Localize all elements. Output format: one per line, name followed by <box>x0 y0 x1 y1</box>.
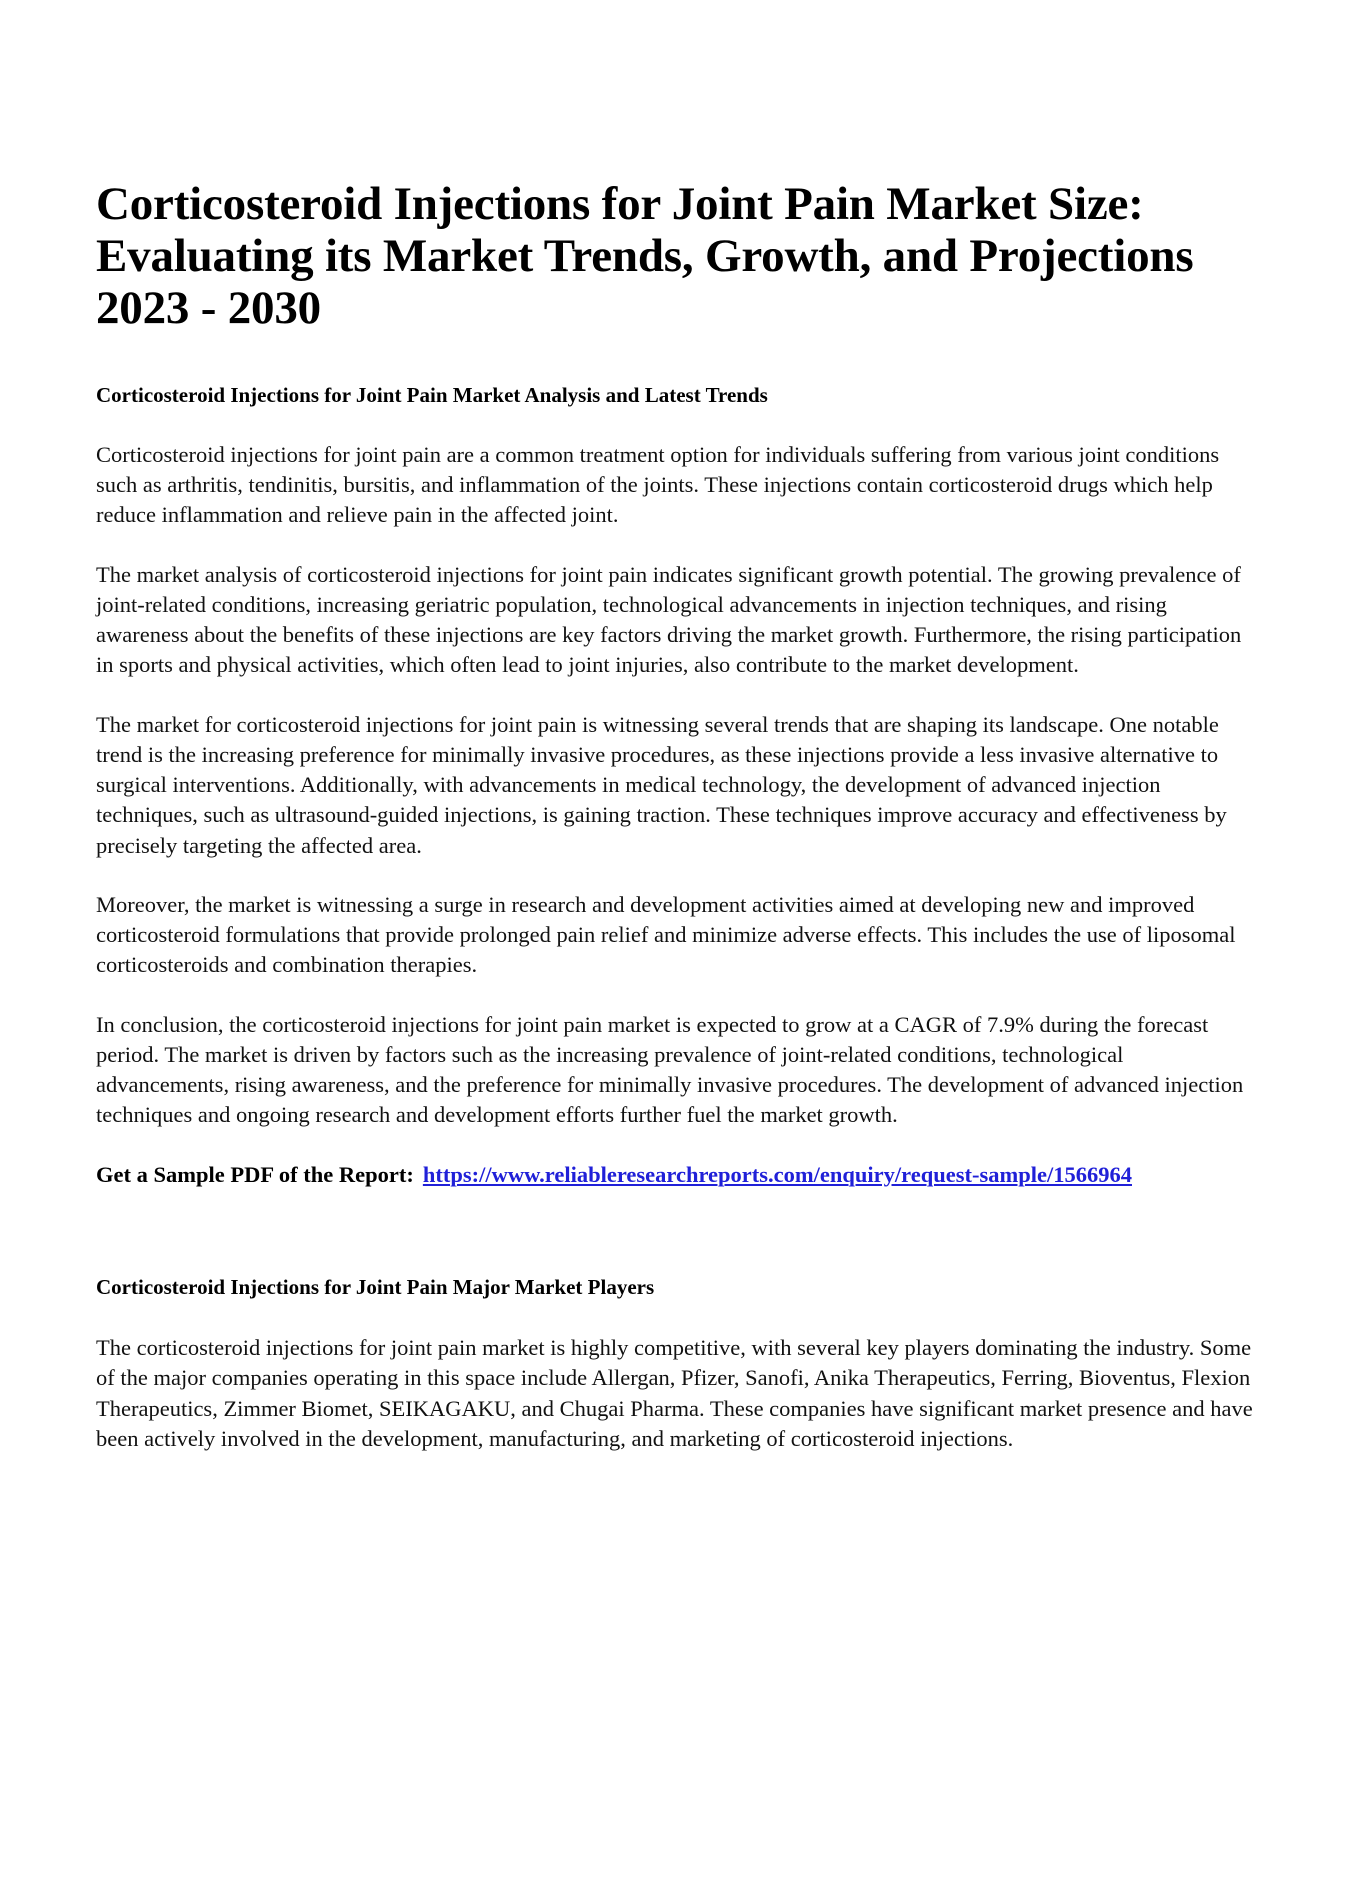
section-heading-market-analysis: Corticosteroid Injections for Joint Pain Market Analysis and Latest Trends <box>96 383 768 408</box>
page-title: Corticosteroid Injections for Joint Pain Market Size: Evaluating its Market Trends, Growth, and Projections 2023 - 2030 <box>96 178 1194 335</box>
paragraph-conclusion: In conclusion, the corticosteroid injections for joint pain market is expected to grow at a CAGR of 7.9% during the forecast period. The market is driven by factors such as the increasing prevalence of joint-related conditions, technological advancements, rising awareness, and the preference for minimally invasive procedures. The development of advanced injection techniques and ongoing research and development efforts further fuel the market growth. <box>96 1011 1244 1128</box>
sample-pdf-label: Get a Sample PDF of the Report: <box>96 1161 414 1187</box>
paragraph-market-trends: The market for corticosteroid injections for joint pain is witnessing several trends that are shaping its landscape. One notable trend is the increasing preference for minimally invasive procedures, as these injections provide a less invasive alternative to surgical interventions. Additionally, with advancements in medical technology, the development of advanced injection techniques, such as ultrasound-guided injections, is gaining traction. These techniques improve accuracy and effectiveness by precisely targeting the affected area. <box>96 711 1227 858</box>
paragraph-overview: Corticosteroid injections for joint pain are a common treatment option for individuals suffering from various joint conditions such as arthritis, tendinitis, bursitis, and inflammation of the joints. These injections contain corticosteroid drugs which help reduce inflammation and relieve pain in the affected joint. <box>96 441 1220 528</box>
section-heading-major-players: Corticosteroid Injections for Joint Pain Major Market Players <box>96 1274 655 1299</box>
sample-pdf-cta <box>96 1160 1255 1190</box>
paragraph-market-analysis: The market analysis of corticosteroid injections for joint pain indicates significant growth potential. The growing prevalence of joint-related conditions, increasing geriatric population, technological advancements in injection techniques, and rising awareness about the benefits of these injections are key factors driving the market growth. Furthermore, the rising participation in sports and physical activities, which often lead to joint injuries, also contribute to the market development. <box>96 561 1242 678</box>
sample-pdf-link[interactable]: https://www.reliableresearchreports.com/enquiry/request-sample/1566964 <box>422 1161 1132 1187</box>
paragraph-major-players: The corticosteroid injections for joint pain market is highly competitive, with several key players dominating the industry. Some of the major companies operating in this space include Allergan, Pfizer, Sanofi, Anika Therapeutics, Ferring, Bioventus, Flexion Therapeutics, Zimmer Biomet, SEIKAGAKU, and Chugai Pharma. These companies have significant market presence and have been actively involved in the development, manufacturing, and marketing of corticosteroid injections. <box>96 1335 1253 1451</box>
paragraph-research-development: Moreover, the market is witnessing a surge in research and development activities aimed at developing new and improved corticosteroid formulations that provide prolonged pain relief and minimize adverse effects. This includes the use of liposomal corticosteroids and combination therapies. <box>96 891 1236 978</box>
section-spacer <box>96 1190 1255 1274</box>
